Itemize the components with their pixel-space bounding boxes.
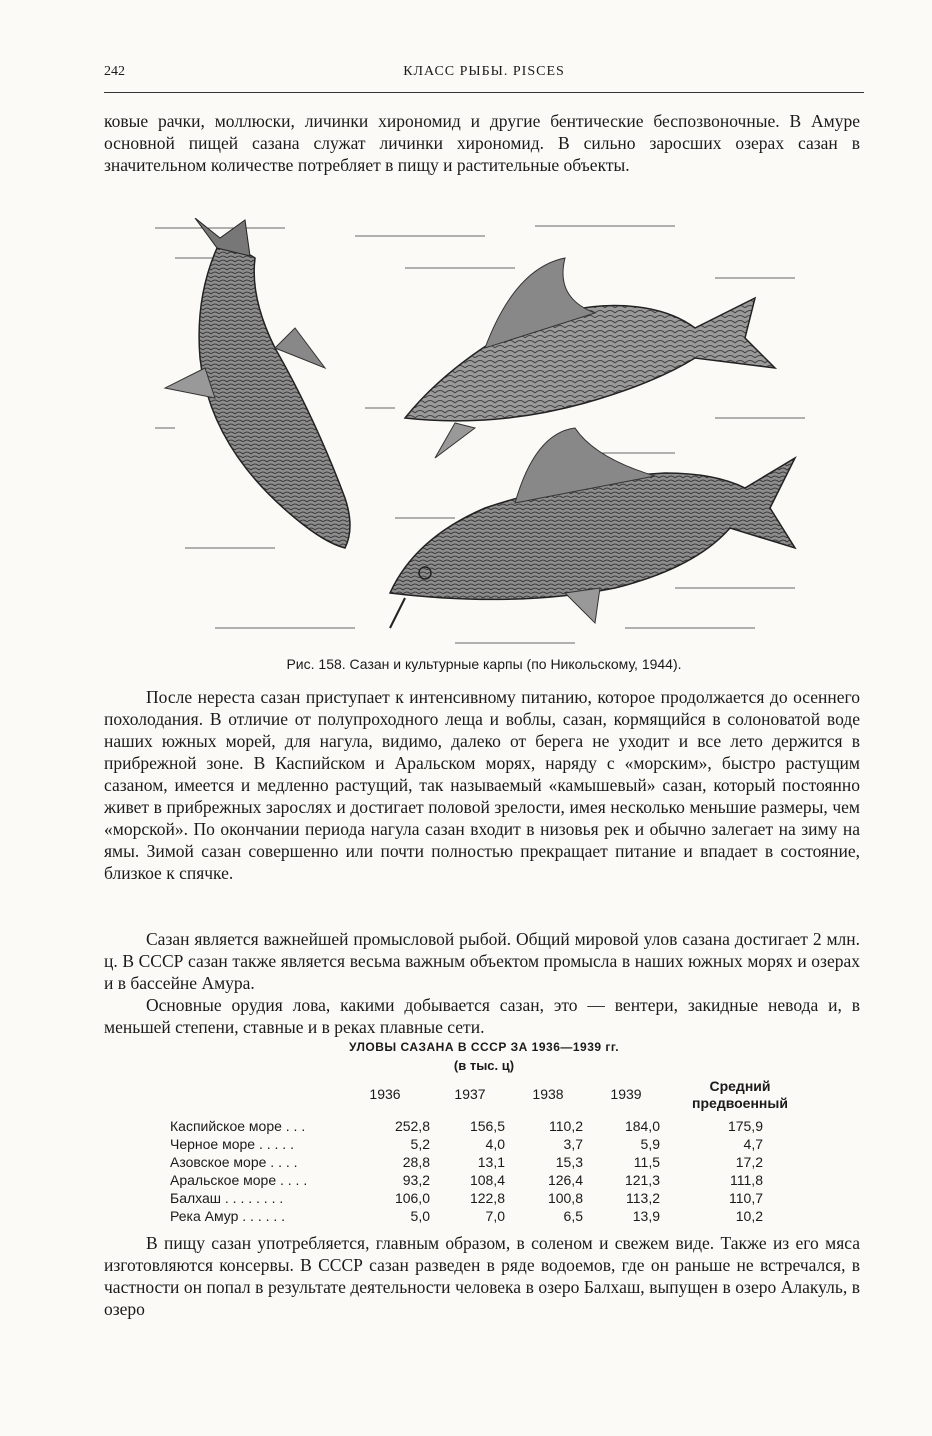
- table-cell: 122,8: [469, 1190, 505, 1206]
- row-label: Черное море . . . . .: [170, 1136, 294, 1152]
- table-cell: 7,0: [485, 1208, 505, 1224]
- table-title: УЛОВЫ САЗАНА В СССР ЗА 1936—1939 гг.: [348, 1040, 620, 1054]
- table-cell: 11,5: [633, 1154, 660, 1170]
- page-number: 242: [104, 64, 125, 79]
- table-cell: 110,7: [729, 1190, 763, 1206]
- table-cell: 3,7: [563, 1136, 583, 1152]
- table-cell: 4,7: [743, 1136, 763, 1152]
- paragraph-5: В пищу сазан употребляется, главным образом, в соленом и свежем виде. Также из его мяса изготовляются консервы. В СССР сазан разведен в ряде водоемов, где он раньше не встречался, в частности он попал в результате деятельности человека в озеро Балхаш, выпущен в озеро Алакуль, в озеро: [104, 1233, 860, 1319]
- table-cell: 184,0: [624, 1118, 660, 1134]
- carp-lower: [390, 428, 795, 628]
- table-cell: 175,9: [727, 1118, 763, 1134]
- table-cell: 5,9: [640, 1136, 660, 1152]
- paragraph-2: После нереста сазан приступает к интенсивному питанию, которое продолжается до осеннего похолодания. В отличие от полупроходного леща и воблы, сазан, кормящийся в солоноватой воде наших южных морей, для нагула, видимо, далеко от берега не уходит и все лето держится в прибрежной зоне. В Каспийском и Аральском морях, наряду с «морским», быстро растущим сазаном, имеется и медленно растущий, так называемый «камышевый» сазан, который постоянно живет в прибрежных зарослях и достигает половой зрелости, имея несколько меньшие размеры, чем «морской». По окончании периода нагула сазан входит в низовья рек и обычно залегает на зиму на ямы. Зимой сазан совершенно или почти полностью прекращает питание и впадает в состояние, близкое к спячке.: [104, 687, 860, 883]
- col-header-1939: 1939: [610, 1086, 642, 1102]
- col-header-1937: 1937: [454, 1086, 486, 1102]
- row-label: Балхаш . . . . . . . .: [170, 1190, 284, 1206]
- table-cell: 5,2: [410, 1136, 430, 1152]
- running-title: КЛАСС РЫБЫ. PISCES: [403, 64, 565, 79]
- row-label: Река Амур . . . . . .: [170, 1208, 286, 1224]
- table-cell: 28,8: [402, 1154, 430, 1170]
- table-cell: 113,2: [626, 1190, 660, 1206]
- table-cell: 17,2: [735, 1154, 763, 1170]
- carp-left: [165, 218, 350, 548]
- table-cell: 10,2: [735, 1208, 763, 1224]
- paragraph-3: Сазан является важнейшей промысловой рыбой. Общий мировой улов сазана достигает 2 млн. ц. В СССР сазан также является весьма важным объектом промысла в наших южных морях и озерах и в бассейне Амура.: [104, 929, 860, 993]
- table-cell: 126,4: [547, 1172, 583, 1188]
- table-cell: 110,2: [549, 1118, 583, 1134]
- figure-caption: Рис. 158. Сазан и культурные карпы (по Никольскому, 1944).: [286, 656, 682, 672]
- table-cell: 15,3: [555, 1154, 583, 1170]
- table-cell: 6,5: [563, 1208, 583, 1224]
- col-header-1938: 1938: [532, 1086, 564, 1102]
- table-cell: 4,0: [485, 1136, 505, 1152]
- col-header-average-line2: предвоенный: [692, 1095, 788, 1111]
- table-cell: 106,0: [394, 1190, 430, 1206]
- table-cell: 121,3: [624, 1172, 660, 1188]
- table-cell: 5,0: [410, 1208, 430, 1224]
- table-cell: 93,2: [402, 1172, 430, 1188]
- table-cell: 156,5: [469, 1118, 505, 1134]
- table-cell: 100,8: [547, 1190, 583, 1206]
- paragraph-1: ковые рачки, моллюски, личинки хирономид и другие бентические беспозвоночные. В Амуре основной пищей сазана служат личинки хирономид. В сильно заросших озерах сазан в значительном количестве потребляет в пищу и растительные объекты.: [104, 111, 860, 175]
- col-header-average-line1: Средний: [709, 1078, 771, 1094]
- table-cell: 13,9: [632, 1208, 660, 1224]
- carp-upper: [405, 258, 775, 458]
- table-cell: 108,4: [469, 1172, 505, 1188]
- table-cell: 13,1: [477, 1154, 505, 1170]
- row-label: Аральское море . . . .: [170, 1172, 308, 1188]
- col-header-1936: 1936: [369, 1086, 401, 1102]
- table-unit: (в тыс. ц): [453, 1058, 515, 1073]
- paragraph-4: Основные орудия лова, какими добывается сазан, это — вентери, закидные невода и, в меньшей степени, ставные и в реках плавные сети.: [104, 995, 860, 1037]
- page-header: [104, 64, 864, 88]
- carp-illustration: [155, 218, 805, 648]
- row-label: Каспийское море . . .: [170, 1118, 306, 1134]
- table-cell: 111,8: [730, 1172, 763, 1188]
- table-cell: 252,8: [394, 1118, 430, 1134]
- row-label: Азовское море . . . .: [170, 1154, 298, 1170]
- header-rule: [104, 92, 864, 93]
- col-header-average: [675, 1078, 805, 1112]
